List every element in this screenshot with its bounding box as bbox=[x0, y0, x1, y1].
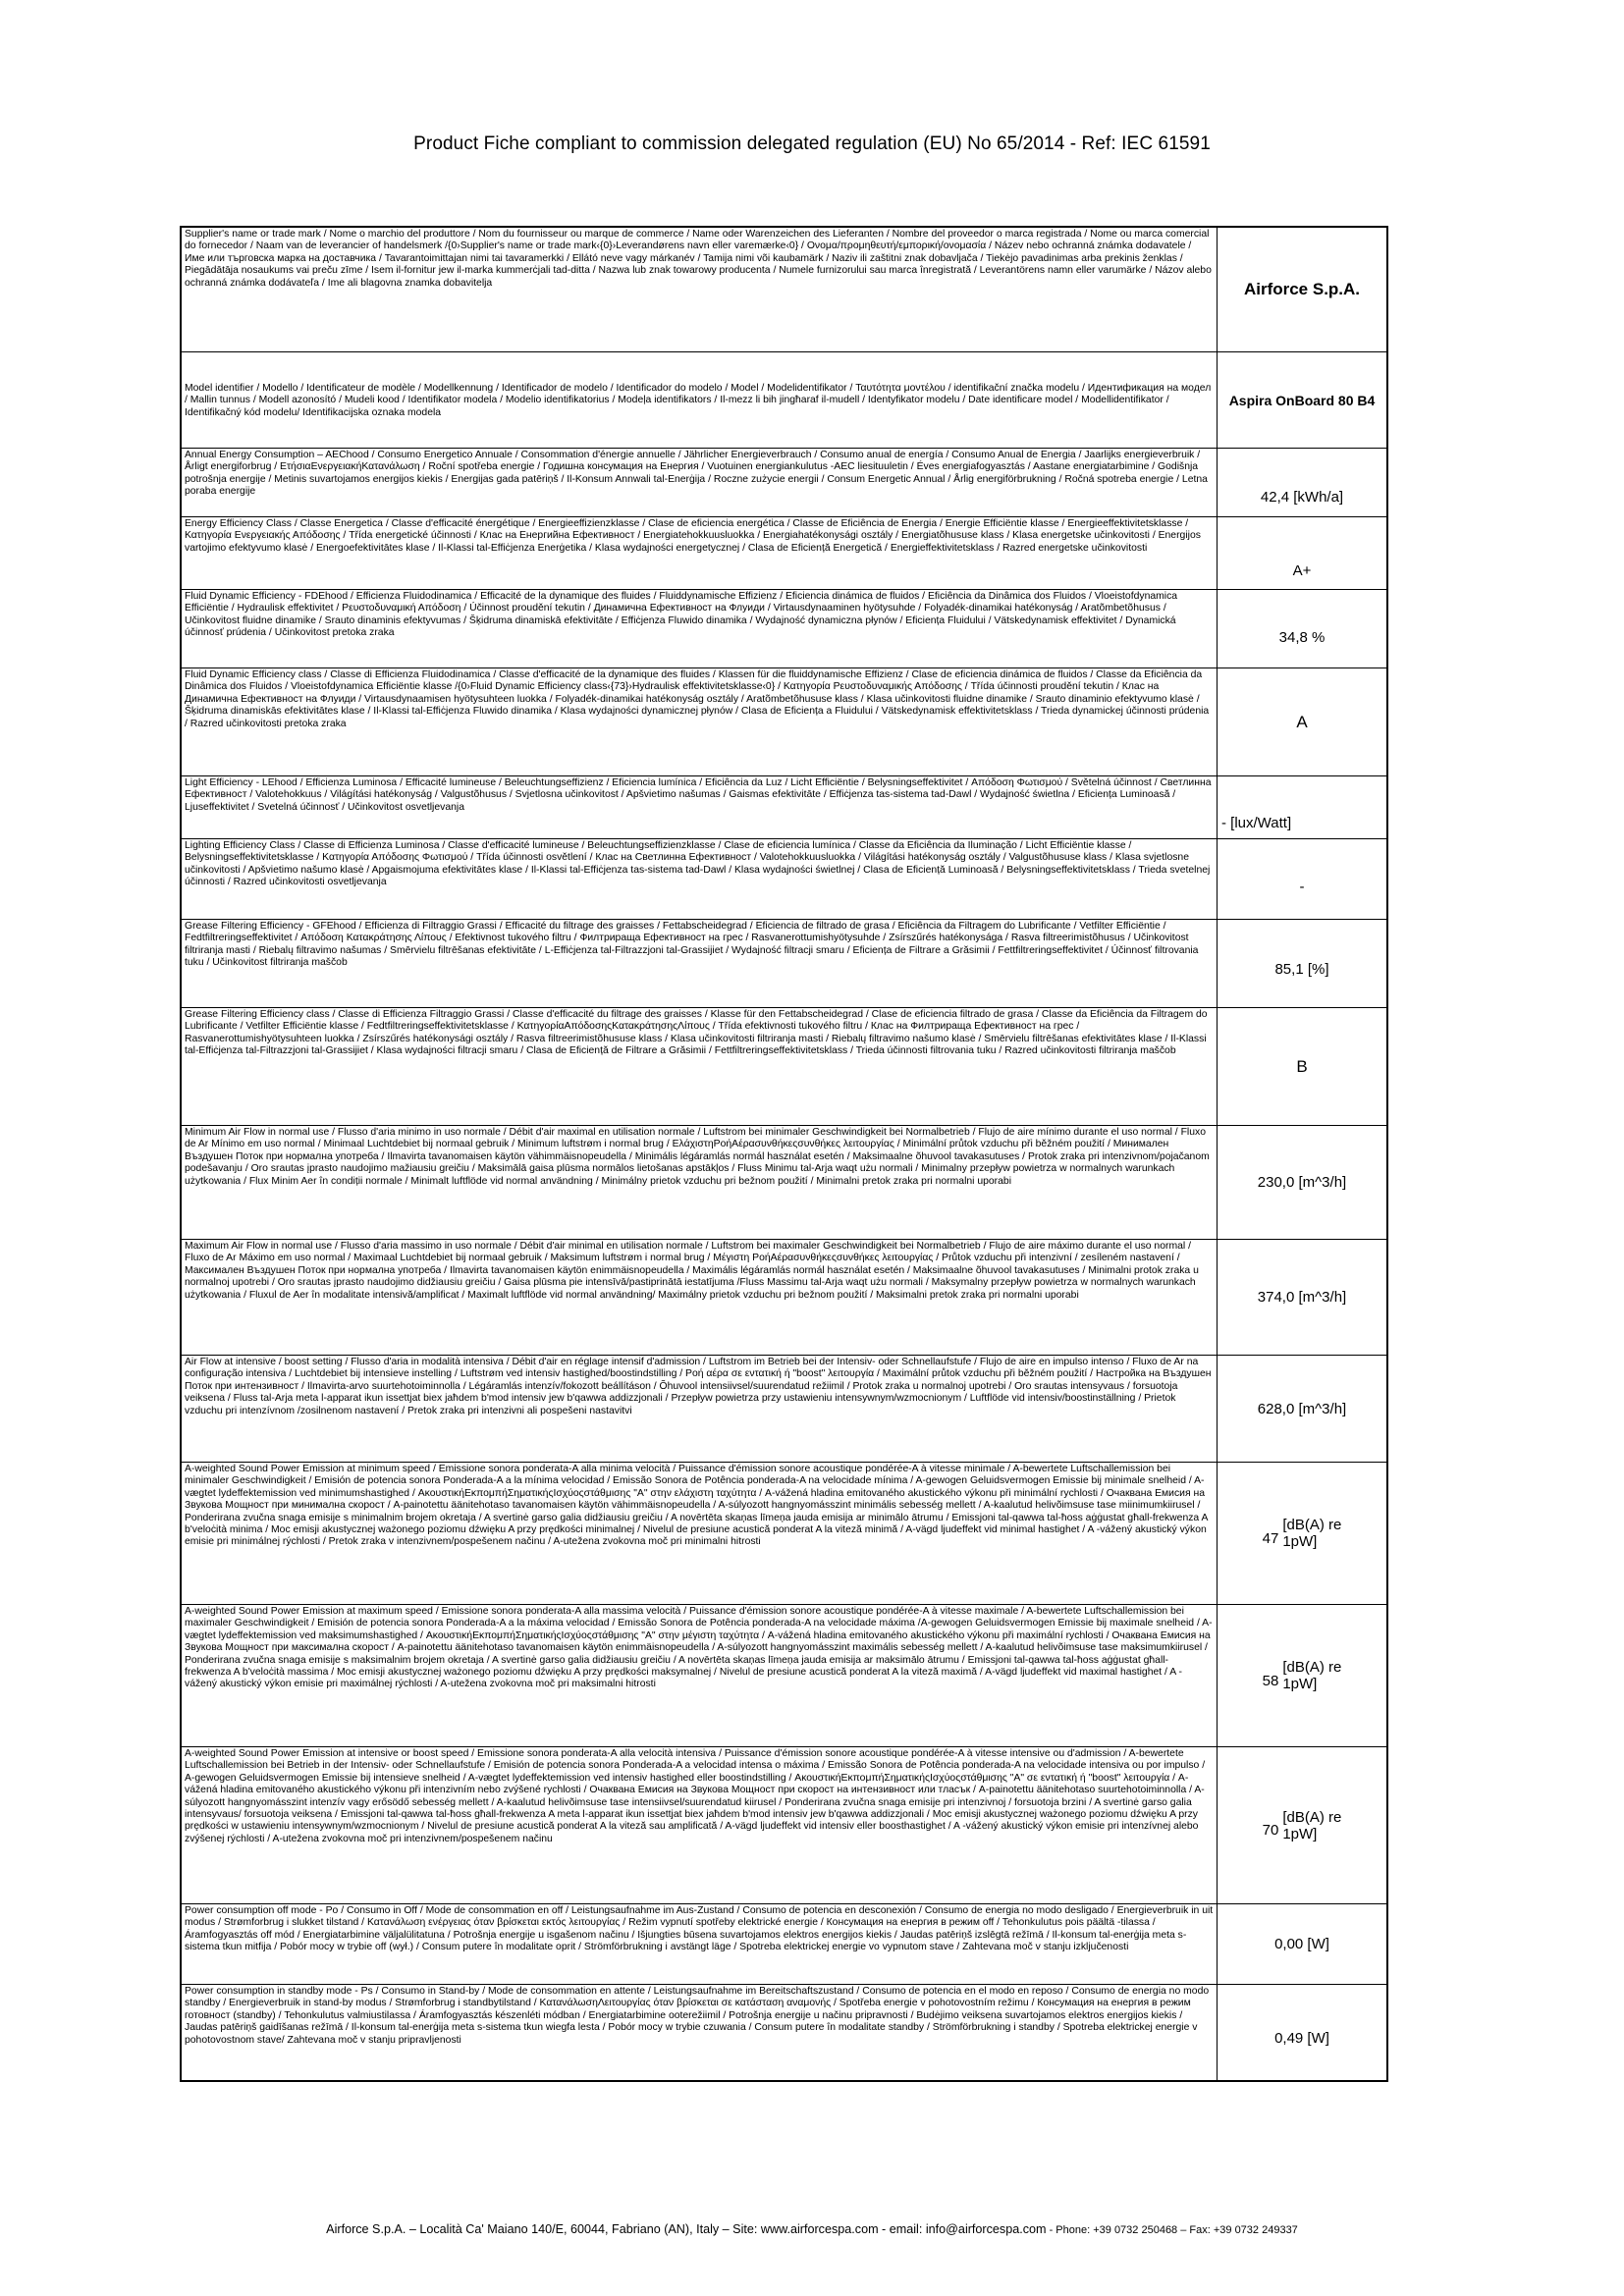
row-label: Minimum Air Flow in normal use / Flusso d'aria minimo in uso normale / Débit d'air maximal en utilisation normale / Luftstrom bei minimaler Geschwindigkeit bei Normalbetrieb / Flujo de aire mínimo durante el uso normal / Fluxo de Ar Mínimo em uso normal / Minimaal Luchtdebiet bij normaal gebruik / Minimum luftstrøm i normal brug / ΕλάχιστηΡοήΑέρασυνθήκεςσυνθήκες λειτουργίας / Minimální průtok vzduchu při běžném použití / Минимален Въздушен Поток при нормална употреба / Ilmavirta tavanomaisen käytön vähimmäisnopeudella / Minimális légáramlás normál használat esetén / Maksimaalne õhuvool tavakasutuses / Protok zraka pri intenzivnom/pojačanom podešavanju / Oro srautas įprasto naudojimo mažiausiu greičiu / Maksimālā gaisa plūsma normālos lietošanas apstākļos / Fluss Minimu tal-Arja waqt użu normali / Minimalny przepływ powietrza w normalnych warunkach użytkowania / Flux Minim Aer în condiții normale / Minimalt luftflöde vid normal användning / Minimálny prietok vzduchu pri bežnom použití / Minimalni pretok zraka pri normalni uporabi bbox=[182, 1126, 1218, 1239]
row-label: Annual Energy Consumption – AEChood / Consumo Energetico Annuale / Consommation d'énergie annuelle / Jährlicher Energieverbrauch / Consumo anual de energía / Consumo Anual de Energia / Jaarlijks energieverbruik / Årligt energiforbrug / ΕτήσιαΕνεργειακήΚατανάλωση / Roční spotřeba energie / Годишна консумация на Енергия / Vuotuinen energiankulutus -AEC liesituuletin / Éves energiafogyasztás / Aastane energiatarbimine / Godišnja potrošnja energije / Metinis suvartojamos energijos kiekis / Energijas gada patēriņš / Il-Konsum Annwali tal-Enerġija / Roczne zużycie energii / Consum Energetic Annual / Årlig energiförbrukning / Ročná spotreba energie / Letna poraba energije bbox=[182, 449, 1218, 516]
table-row bbox=[182, 1007, 1386, 1125]
table-row bbox=[182, 667, 1386, 775]
row-label: Model identifier / Modello / Identificateur de modèle / Modellkennung / Identificador de modelo / Identificador do modelo / Model / Modelidentifikator / Ταυτότητα μοντέλου / identifikační značka modelu / Идентификация на модел / Mallin tunnus / Modell azonosító / Mudeli kood / Identifikator modela / Modelio identifikatorius / Modeļa identifikators / Il-mezz li bih jingħaraf il-mudell / Identyfikator modelu / Date identificare model / Modellidentifikator / Identifikačný kód modelu/ Identifikacijska oznaka modela bbox=[182, 352, 1218, 448]
row-value: 42,4 [kWh/a] bbox=[1260, 489, 1344, 506]
sound-unit-line1: [dB(A) re bbox=[1282, 1659, 1342, 1676]
sound-unit-line2: 1pW] bbox=[1282, 1676, 1318, 1692]
row-value: 230,0 [m^3/h] bbox=[1257, 1174, 1347, 1191]
row-value bbox=[1218, 1605, 1386, 1746]
row-value bbox=[1218, 1747, 1386, 1903]
table-row bbox=[182, 1746, 1386, 1903]
row-value: 374,0 [m^3/h] bbox=[1257, 1289, 1347, 1306]
row-label: Fluid Dynamic Efficiency class / Classe di Efficienza Fluidodinamica / Classe d'efficacité de la dynamique des fluides / Klassen für die fluiddynamische Effizienz / Clase de eficiencia dinámica de fluidos / Classe da Eficiência da Dinâmica dos Fluidos / Vloeistofdynamica Efficiëntie klasse /{0›Fluid Dynamic Efficiency class‹{73}›Hydraulisk effektivitetsklasse‹0} / Κατηγορία Ρευστοδυναμικής Απόδοσης / Třída účinnosti proudění tekutin / Клас на Динамична Ефективност на Флуиди / Virtausdynaamisen hyötysuhteen luokka / Folyadék-dinamikai hatékonyság osztály / Aratõmbetõhususe klass / Klasa učinkovitosti fluidne dinamike / Srauto dinaminio efektyvumo klasė / Šķidruma dinamiskās efektivitātes klase / Il-Klassi tal-Effiċjenza Fluwido dinamika / Klasa wydajności dynamicznej płynów / Clasa de Eficiența a Fluidului / Vätskedynamisk effektivitetsklass / Trieda dynamickej účinnosti prúdenia / Razred učinkovitosti pretoka zraka bbox=[182, 668, 1218, 775]
sound-unit bbox=[1282, 1809, 1341, 1842]
sound-unit-line2: 1pW] bbox=[1282, 1533, 1318, 1550]
row-label: Light Efficiency - LEhood / Efficienza Luminosa / Efficacité lumineuse / Beleuchtungseffizienz / Eficiencia lumínica / Eficiência da Luz / Licht Efficiëntie / Belysningseffektivitet / Απόδοση Φωτισμού / Světelná účinnost / Светлинна Ефективност / Valotehokkuus / Világítási hatékonyság / Valgustõhusus / Svjetlosna učinkovitost / Apšvietimo našumas / Gaismas efektivitāte / Effiċjenza tas-sistema tad-Dawl / Wydajność świetlna / Eficiența Luminoasă / Ljuseffektivitet / Svetelná účinnosť / Učinkovitost osvetljevanja bbox=[182, 776, 1218, 838]
table-row bbox=[182, 1462, 1386, 1604]
footer-phones: - Phone: +39 0732 250468 – Fax: +39 0732 249337 bbox=[1046, 2224, 1298, 2236]
row-value bbox=[1218, 1463, 1386, 1604]
table-row bbox=[182, 1239, 1386, 1355]
row-value: - bbox=[1299, 879, 1305, 895]
sound-unit bbox=[1282, 1517, 1341, 1550]
table-row bbox=[182, 516, 1386, 589]
row-value: A+ bbox=[1292, 562, 1312, 579]
row-value: 85,1 [%] bbox=[1274, 961, 1329, 978]
row-label: Energy Efficiency Class / Classe Energetica / Classe d'efficacité énergétique / Energieeffizienzklasse / Clase de eficiencia energética / Classe de Eficiência de Energia / Energie Efficiëntie klasse / Energieeffektivitetsklasse / Κατηγορία Ενεργειακής Απόδοσης / Třída energetické účinnosti / Клас на Енергийна Ефективност / Energiatehokkuusluokka / Energiahatékonysági osztály / Energiatõhususe klass / Klasa energetske učinkovitosti / Energijos vartojimo efektyvumo klasė / Energoefektivitātes klase / Il-Klassi tal-Effiċjenza Enerġetika / Klasa wydajności energetycznej / Clasa de Eficiență Energetică / Energieffektivitetsklass / Razred energetske učinkovitosti bbox=[182, 517, 1218, 589]
row-value: 0,00 [W] bbox=[1274, 1936, 1329, 1952]
row-value: Aspira OnBoard 80 B4 bbox=[1228, 392, 1376, 408]
sound-number: 58 bbox=[1262, 1672, 1279, 1689]
product-fiche-table bbox=[180, 226, 1388, 2082]
row-value: Airforce S.p.A. bbox=[1243, 280, 1361, 298]
sound-value bbox=[1263, 1659, 1342, 1692]
row-value: 628,0 [m^3/h] bbox=[1257, 1400, 1347, 1417]
sound-value bbox=[1263, 1809, 1342, 1842]
table-row bbox=[182, 919, 1386, 1007]
row-label: A-weighted Sound Power Emission at intensive or boost speed / Emissione sonora ponderata-A alla velocità intensiva / Puissance d'émission sonore acoustique pondérée-A à vitesse intensive ou d'admission / A-bewertete Luftschallemission bei Betrieb in der Intensiv- oder Schnellaufstufe / Emisión de potencia sonora Ponderada-A a velocidad intensa o máxima / Emissão Sonora de Potência ponderada-A na velocidade intensiva ou por impulso / A-gewogen Geluidsvermogen Emissie bij intensieve snelheid / A-vægtet lydeffektemission ved intensiv hastighed eller boostindstilling / ΑκουστικήΕκπομπήΣηματικήςΙσχύοςστάθμισης "A" σε εντατική ή "boost" λειτουργία / A-vážená hladina emitovaného akustického výkonu při intenzivním nebo zvýšené rychlosti / Очаквана Емисия на Звукова Мощност при скорост на интензивност или тласък / A-painotettu äänitehotaso suurtehotoiminnolla / A-súlyozott hangnyomásszint intenzív vagy erősödő sebesség mellett / A-kaalutud helivõimsuse tase intensiivsel/suurendatud kiirusel / Ponderirana zvučna snaga emisije pri intenzivnoj / forsuotoja brzini / A svertinė garso galia intensyvaus/ forsuotoja veiksena / Emissjoni tal-qawwa tal-ħoss għall-frekwenza A meta l-apparat ikun issettjat biex jaħdem b'mod intensiv jew b'qawwa addizzjonali / Moc emisji akustycznej ważonego poziomu dźwięku A przy prędkości w ustawieniu intensywnym/wzmocnionym / Nivelul de presiune acustică ponderat A la viteză sau amplificată / A-vägd ljudeffekt vid intensiv eller boosthastighet / A -vážený akustický výkon emisie pri intenzívnej alebo zvýšenej rýchlosti / A-utežena zvokovna moč pri intenzivnem/pospešenem načinu bbox=[182, 1747, 1218, 1903]
table-row bbox=[182, 448, 1386, 516]
sound-unit-line1: [dB(A) re bbox=[1282, 1808, 1342, 1826]
table-row bbox=[182, 1984, 1386, 2080]
row-label: Lighting Efficiency Class / Classe di Efficienza Luminosa / Classe d'efficacité lumineuse / Beleuchtungseffizienzklasse / Clase de eficiencia lumínica / Classe da Eficiência da Iluminação / Licht Efficiëntie klasse / Belysningseffektivitetsklasse / Κατηγορία Απόδοσης Φωτισμού / Třída účinnosti osvětlení / Клас на Светлинна Ефективност / Valotehokkuusluokka / Világítási hatékonyság osztály / Valgustõhususe klass / Klasa svjetlosne učinkovitosti / Apšvietimo našumo klasė / Apgaismojuma efektivitātes klase / Il-Klassi tal-Effiċjenza tas-sistema tad-Dawl / Klasa wydajności świetlnej / Clasa de Eficiență Luminoasă / Belysningseffektivitetsklass / Trieda svetelnej účinnosti / Razred učinkovitosti osvetljevanja bbox=[182, 839, 1218, 919]
row-value: 0,49 [W] bbox=[1274, 2030, 1329, 2047]
table-row bbox=[182, 838, 1386, 919]
page-title: Product Fiche compliant to commission delegated regulation (EU) No 65/2014 - Ref: IEC 61591 bbox=[413, 133, 1211, 154]
table-row bbox=[182, 1604, 1386, 1746]
row-label: Grease Filtering Efficiency class / Classe di Efficienza Filtraggio Grassi / Classe d'efficacité du filtrage des graisses / Klasse für den Fettabscheidegrad / Clase de eficiencia filtrado de grasa / Classe da Eficiência da Filtragem do Lubrificante / Vetfilter Efficiëntie klasse / Fedtfiltreringseffektivitetsklasse / ΚατηγορίαΑπόδοσηςΚατακράτησηςΛίπους / Třída efektivnosti tukového filtru / Клас на Филтрираща Ефективност на грес / Rasvanerottumishyötysuhteen luokka / Zsírszűrés hatékonysági osztály / Rasva filtreerimistõhususe klass / Klasa učinkovitosti filtriranja masti / Riebalų filtravimo našumo klasė / Smērvielu filtrēšanas efektivitātes klase / Il-Klassi tal-Effiċjenza tal-Filtrazzjoni tal-Grassijiet / Klasa wydajności filtracji smaru / Clasa de Eficiență de Filtrare a Grăsimii / Fettfiltreringseffektivitetsklass / Trieda účinnosti filtrovania tuku / Razred učinkovitosti filtriranja maščob bbox=[182, 1008, 1218, 1125]
table-row bbox=[182, 589, 1386, 667]
table-row bbox=[182, 775, 1386, 838]
row-value: B bbox=[1296, 1056, 1308, 1076]
row-value: A bbox=[1296, 712, 1308, 731]
table-row bbox=[182, 1903, 1386, 1984]
footer bbox=[0, 2222, 1624, 2236]
row-label: Power consumption off mode - Po / Consumo in Off / Mode de consommation en off / Leistungsaufnahme im Aus-Zustand / Consumo de potencia en desconexión / Consumo de energia no modo desligado / Energieverbruik in uit modus / Strømforbrug i slukket tilstand / Κατανάλωση ενέργειας όταν βρίσκεται εκτός λειτουργίας / Režim vypnutí spotřeby elektrické energie / Консумация на енергия в режим off / Tehonkulutus pois päältä -tilassa / Áramfogyasztás off mód / Energiatarbimine väljalülitatuna / Potrošnja energije u isgašenom načinu / Išjungties būsena suvartojamos elektros energijos kiekis / Jaudas patēriņš izslēgtā režīmā / Il-konsum tal-enerġija meta s-sistema tkun mitfija / Pobór mocy w trybie off (wył.) / Consum putere în modalitate oprit / Strömförbrukning i avstängt läge / Spotreba elektrickej energie vo vypnutom stave / Zahtevana moč v stanju izključenosti bbox=[182, 1904, 1218, 1984]
sound-unit bbox=[1282, 1659, 1341, 1692]
row-label: Supplier's name or trade mark / Nome o marchio del produttore / Nom du fournisseur ou marque de commerce / Name oder Warenzeichen des Lieferanten / Nombre del proveedor o marca registrada / Nome ou marca comercial do fornecedor / Naam van de leverancier of handelsmerk /{0›Supplier's name or trade mark‹{0}›Leverandørens navn eller varemærke‹0} / Ονομα/προμηθευτή/εμπορική/ονομασία / Název nebo ochranná známka dodavatele / Име или търговска марка на доставчика / Tavarantoimittajan nimi tai tavaramerkki / Ellátó neve vagy márkanév / Tamija nimi või kaubamärk / Naziv ili zaštitni znak dobavljača / Tiekėjo pavadinimas arba prekinis ženklas / Piegādātāja nosaukums vai preču zīme / Isem il-fornitur jew il-marka kummerċjali tad-ditta / Nazwa lub znak towarowy producenta / Numele furnizorului sau marca înregistrată / Leverantörens namn eller varumärke / Názov alebo ochranná známka dodávateľa / Ime ali blagovna znamka dobavitelja bbox=[182, 228, 1218, 351]
table-row bbox=[182, 1125, 1386, 1239]
row-label: Fluid Dynamic Efficiency - FDEhood / Efficienza Fluidodinamica / Efficacité de la dynamique des fluides / Fluiddynamische Effizienz / Eficiencia dinámica de fluidos / Eficiência da Dinâmica dos Fluidos / Vloeistofdynamica Efficiëntie / Hydraulisk effektivitet / Ρευστοδυναμική Απόδοση / Účinnost proudění tekutin / Динамична Ефективност на Флуиди / Virtausdynaaminen hyötysuhde / Folyadék-dinamikai hatékonyság / Aratõmbetõhusus / Učinkovitost fluidne dinamike / Srauto dinaminis efektyvumas / Šķidruma dinamiskā efektivitāte / Effiċjenza Fluwido dinamika / Wydajność dynamiczna płynów / Eficiența Fluidului / Vätskedynamisk effektivitet / Dynamická účinnosť prúdenia / Učinkovitost pretoka zraka bbox=[182, 590, 1218, 667]
row-label: Grease Filtering Efficiency - GFEhood / Efficienza di Filtraggio Grassi / Efficacité du filtrage des graisses / Fettabscheidegrad / Eficiencia de filtrado de grasa / Eficiência da Filtragem do Lubrificante / Vetfilter Efficiëntie / Fedtfiltreringseffektivitet / Απόδοση Κατακράτησης Λίπους / Efektivnost tukového filtru / Филтрираща Ефективност на грес / Rasvanerottumishyötysuhde / Zsírszűrés hatékonysága / Rasva filtreerimistõhusus / Učinkovitost filtriranja masti / Riebalų filtravimo našumas / Smērvielu filtrēšanas efektivitāte / L-Effiċjenza tal-Filtrazzjoni tal-Grassijiet / Wydajność filtracji smaru / Eficiența de Filtrare a Grăsimii / Fettfiltreringseffektivitet / Účinnosť filtrovania tuku / Učinkovitost filtriranja maščob bbox=[182, 920, 1218, 1007]
row-value: - [lux/Watt] bbox=[1221, 815, 1292, 831]
sound-unit-line1: [dB(A) re bbox=[1282, 1517, 1342, 1533]
row-label: Air Flow at intensive / boost setting / Flusso d'aria in modalità intensiva / Débit d'air en réglage intensif d'admission / Luftstrom im Betrieb bei der Intensiv- oder Schnellaufstufe / Flujo de aire en impulso intenso / Fluxo de Ar na configuração intensiva / Luchtdebiet bij intensieve instelling / Luftstrøm ved intensiv hastighed/boostindstilling / Ροή αέρα σε εντατική ή "boost" λειτουργία / Maximální průtok vzduchu při běžném použití / Настройка на Въздушен Поток при интензивност / Ilmavirta-arvo suurtehotoiminnolla / Légáramlás intenzív/fokozott beállításon / Õhuvool intensiivsel/suurendatud režiimil / Protok zraka u normalnoj upotrebi / Oro srautas intensyvaus / forsuotoja veiksena / Fluss tal-Arja meta l-apparat ikun issettjat biex jaħdem b'mod intensiv jew b'qawwa addizzjonali / Przepływ powietrza przy ustawieniu intensywnym/wzmocnionym / Luftflöde vid intensiv/boostinställning / Prietok vzduchu pri intenzívnom /zosilnenom nastavení / Pretok zraka pri intenzivni ali pospešeni nastavitvi bbox=[182, 1356, 1218, 1462]
row-label: A-weighted Sound Power Emission at minimum speed / Emissione sonora ponderata-A alla minima velocità / Puissance d'émission sonore acoustique pondérée-A à vitesse minimale / A-bewertete Luftschallemission bei minimaler Geschwindigkeit / Emisión de potencia sonora Ponderada-A a la mínima velocidad / Emissão Sonora de Potência ponderada-A na velocidade mínima / A-gewogen Geluidsvermogen Emissie bij minimale snelheid / A-vægtet lydeffektemission ved minimumshastighed / ΑκουστικήΕκπομπήΣηματικήςΙσχύοςστάθμισης "A" στην ελάχιστη ταχύτητα / A-vážená hladina emitovaného akustického výkonu při minimální rychlosti / Очаквана Емисия на Звукова Мощност при минимална скорост / A-painotettu äänitehotaso tavanomaisen käytön vähimmäisnopeudella / A-súlyozott hangnyomásszint minimális sebesség mellett / A-kaalutud helivõimsuse tase miinimumkiirusel / Ponderirana zvučna snaga emisije s minimalnim brojem okretaja / A svertinė garso galia didžiausiu greičiu / A novērtēta skaņas līmeņa jauda emisija ar minimālo ātrumu / Emissjoni tal-qawwa tal-ħoss aġġustat għall-frekwenza A b'veloċità minima / Moc emisji akustycznej ważonego poziomu dźwięku A przy prędkości minimalnej / Nivelul de presiune acustică ponderat A la viteză minimă / A-vägd ljudeffekt vid minimal hastighet / A -vážený akustický výkon emisie pri minimálnej rýchlosti / Pretok zraka v intenzivnem/pospešenem načinu / A-utežena zvokovna moč pri minimalni hitrosti bbox=[182, 1463, 1218, 1604]
table-row bbox=[182, 351, 1386, 448]
row-label: A-weighted Sound Power Emission at maximum speed / Emissione sonora ponderata-A alla massima velocità / Puissance d'émission sonore acoustique pondérée-A à vitesse maximale / A-bewertete Luftschallemission bei maximaler Geschwindigkeit / Emisión de potencia sonora Ponderada-A a la máxima velocidad / Emissão Sonora de Potência ponderada-A na velocidade máxima /A-gewogen Geluidsvermogen Emissie bij maximale snelheid / A-vægtet lydeffektemission ved maksimumshastighed / ΑκουστικήΕκπομπήΣηματικήςΙσχύοςστάθμισης "A" στην μέγιστη ταχύτητα / A-vážená hladina emitovaného akustického výkonu při maximální rychlosti / Очаквана Емисия на Звукова Мощност при максимална скорост / A-painotettu äänitehotaso tavanomaisen käytön enimmäisnopeudella / A-súlyozott hangnyomásszint maximális sebesség mellett / A-kaalutud helivõimsuse tase maksimumkiirusel / Ponderirana zvučna snaga emisije s maksimalnim brojem okretaja / A svertinė garso galia didžiausiu greičiu / A novērtēta skaņas līmeņa jauda emisija ar maksimālo ātrumu / Emissjoni tal-qawwa tal-ħoss aġġustat għall-frekwenza A b'veloċità massima / Moc emisji akustycznej ważonego poziomu dźwięku A przy prędkości maksymalnej / Nivelul de presiune acustică ponderat A la viteză maximă / A-vägd ljudeffekt vid maximal hastighet / A -vážený akustický výkon emisie pri maximálnej rýchlosti / A-utežena zvokovna moč pri maksimalni hitrosti bbox=[182, 1605, 1218, 1746]
row-label: Maximum Air Flow in normal use / Flusso d'aria massimo in uso normale / Débit d'air minimal en utilisation normale / Luftstrom bei maximaler Geschwindigkeit bei Normalbetrieb / Flujo de aire máximo durante el uso normal / Fluxo de Ar Máximo em uso normal / Maximaal Luchtdebiet bij normaal gebruik / Maksimum luftstrøm i normal brug / Μέγιστη ΡοήΑέρασυνθήκεςσυνθήκες λειτουργίας / Průtok vzduchu při intenzivní / zesíleném nastavení / Максимален Въздушен Поток при нормална употреба / Ilmavirta tavanomaisen käytön enimmäisnopeudella / Maximális légáramlás normál használat esetén / Maksimaalne õhuvool tavakasutuses / Minimalni protok zraka u normalnoj upotrebi / Oro srautas įprasto naudojimo didžiausiu greičiu / Gaisa plūsma pie intensīvā/pastiprinātā iestatījuma /Fluss Massimu tal-Arja waqt użu normali / Maksymalny przepływ powietrza w normalnych warunkach użytkowania / Fluxul de Aer în modalitate intensivă/amplificat / Maximalt luftflöde vid normal användning/ Maximálny prietok vzduchu pri bežnom použití / Maksimalni pretok zraka pri normalni uporabi bbox=[182, 1240, 1218, 1355]
sound-number: 70 bbox=[1262, 1822, 1279, 1839]
row-value: 34,8 % bbox=[1278, 629, 1326, 646]
row-label: Power consumption in standby mode - Ps / Consumo in Stand-by / Mode de consommation en attente / Leistungsaufnahme im Bereitschaftszustand / Consumo de potencia en el modo en reposo / Consumo de energia no modo standby / Energieverbruik in stand-by modus / Strømforbrug i standbytilstand / ΚατανάλωσηΛειτουργίας όταν βρίσκεται σε κατάσταση αναμονής / Spotřeba energie v pohotovostním režimu / Консумация на енергия в режим готовност (standby) / Tehonkulutus valmiustilassa / Áramfogyasztás készenléti módban / Energiatarbimine ooterežiimil / Potrošnja energije u načinu pripravnosti / Budėjimo veiksena suvartojamos elektros energijos kiekis / Jaudas patēriņš gaidīšanas režīmā / Il-konsum tal-enerġija meta s-sistema tkun wiegfa lesta / Pobór mocy w trybie czuwania / Consum putere în modalitate standby / Strömförbrukning i standby / Spotreba elektrickej energie v pohotovostnom stave/ Zahtevana moč v stanju pripravljenosti bbox=[182, 1985, 1218, 2080]
footer-address: Airforce S.p.A. – Località Ca' Maiano 140/E, 60044, Fabriano (AN), Italy – Site: www.airforcespa.com - email: info@airforcespa.com bbox=[326, 2222, 1047, 2236]
sound-number: 47 bbox=[1262, 1529, 1279, 1547]
sound-unit-line2: 1pW] bbox=[1282, 1825, 1318, 1842]
table-row bbox=[182, 228, 1386, 351]
sound-value bbox=[1263, 1517, 1342, 1550]
table-row bbox=[182, 1355, 1386, 1462]
